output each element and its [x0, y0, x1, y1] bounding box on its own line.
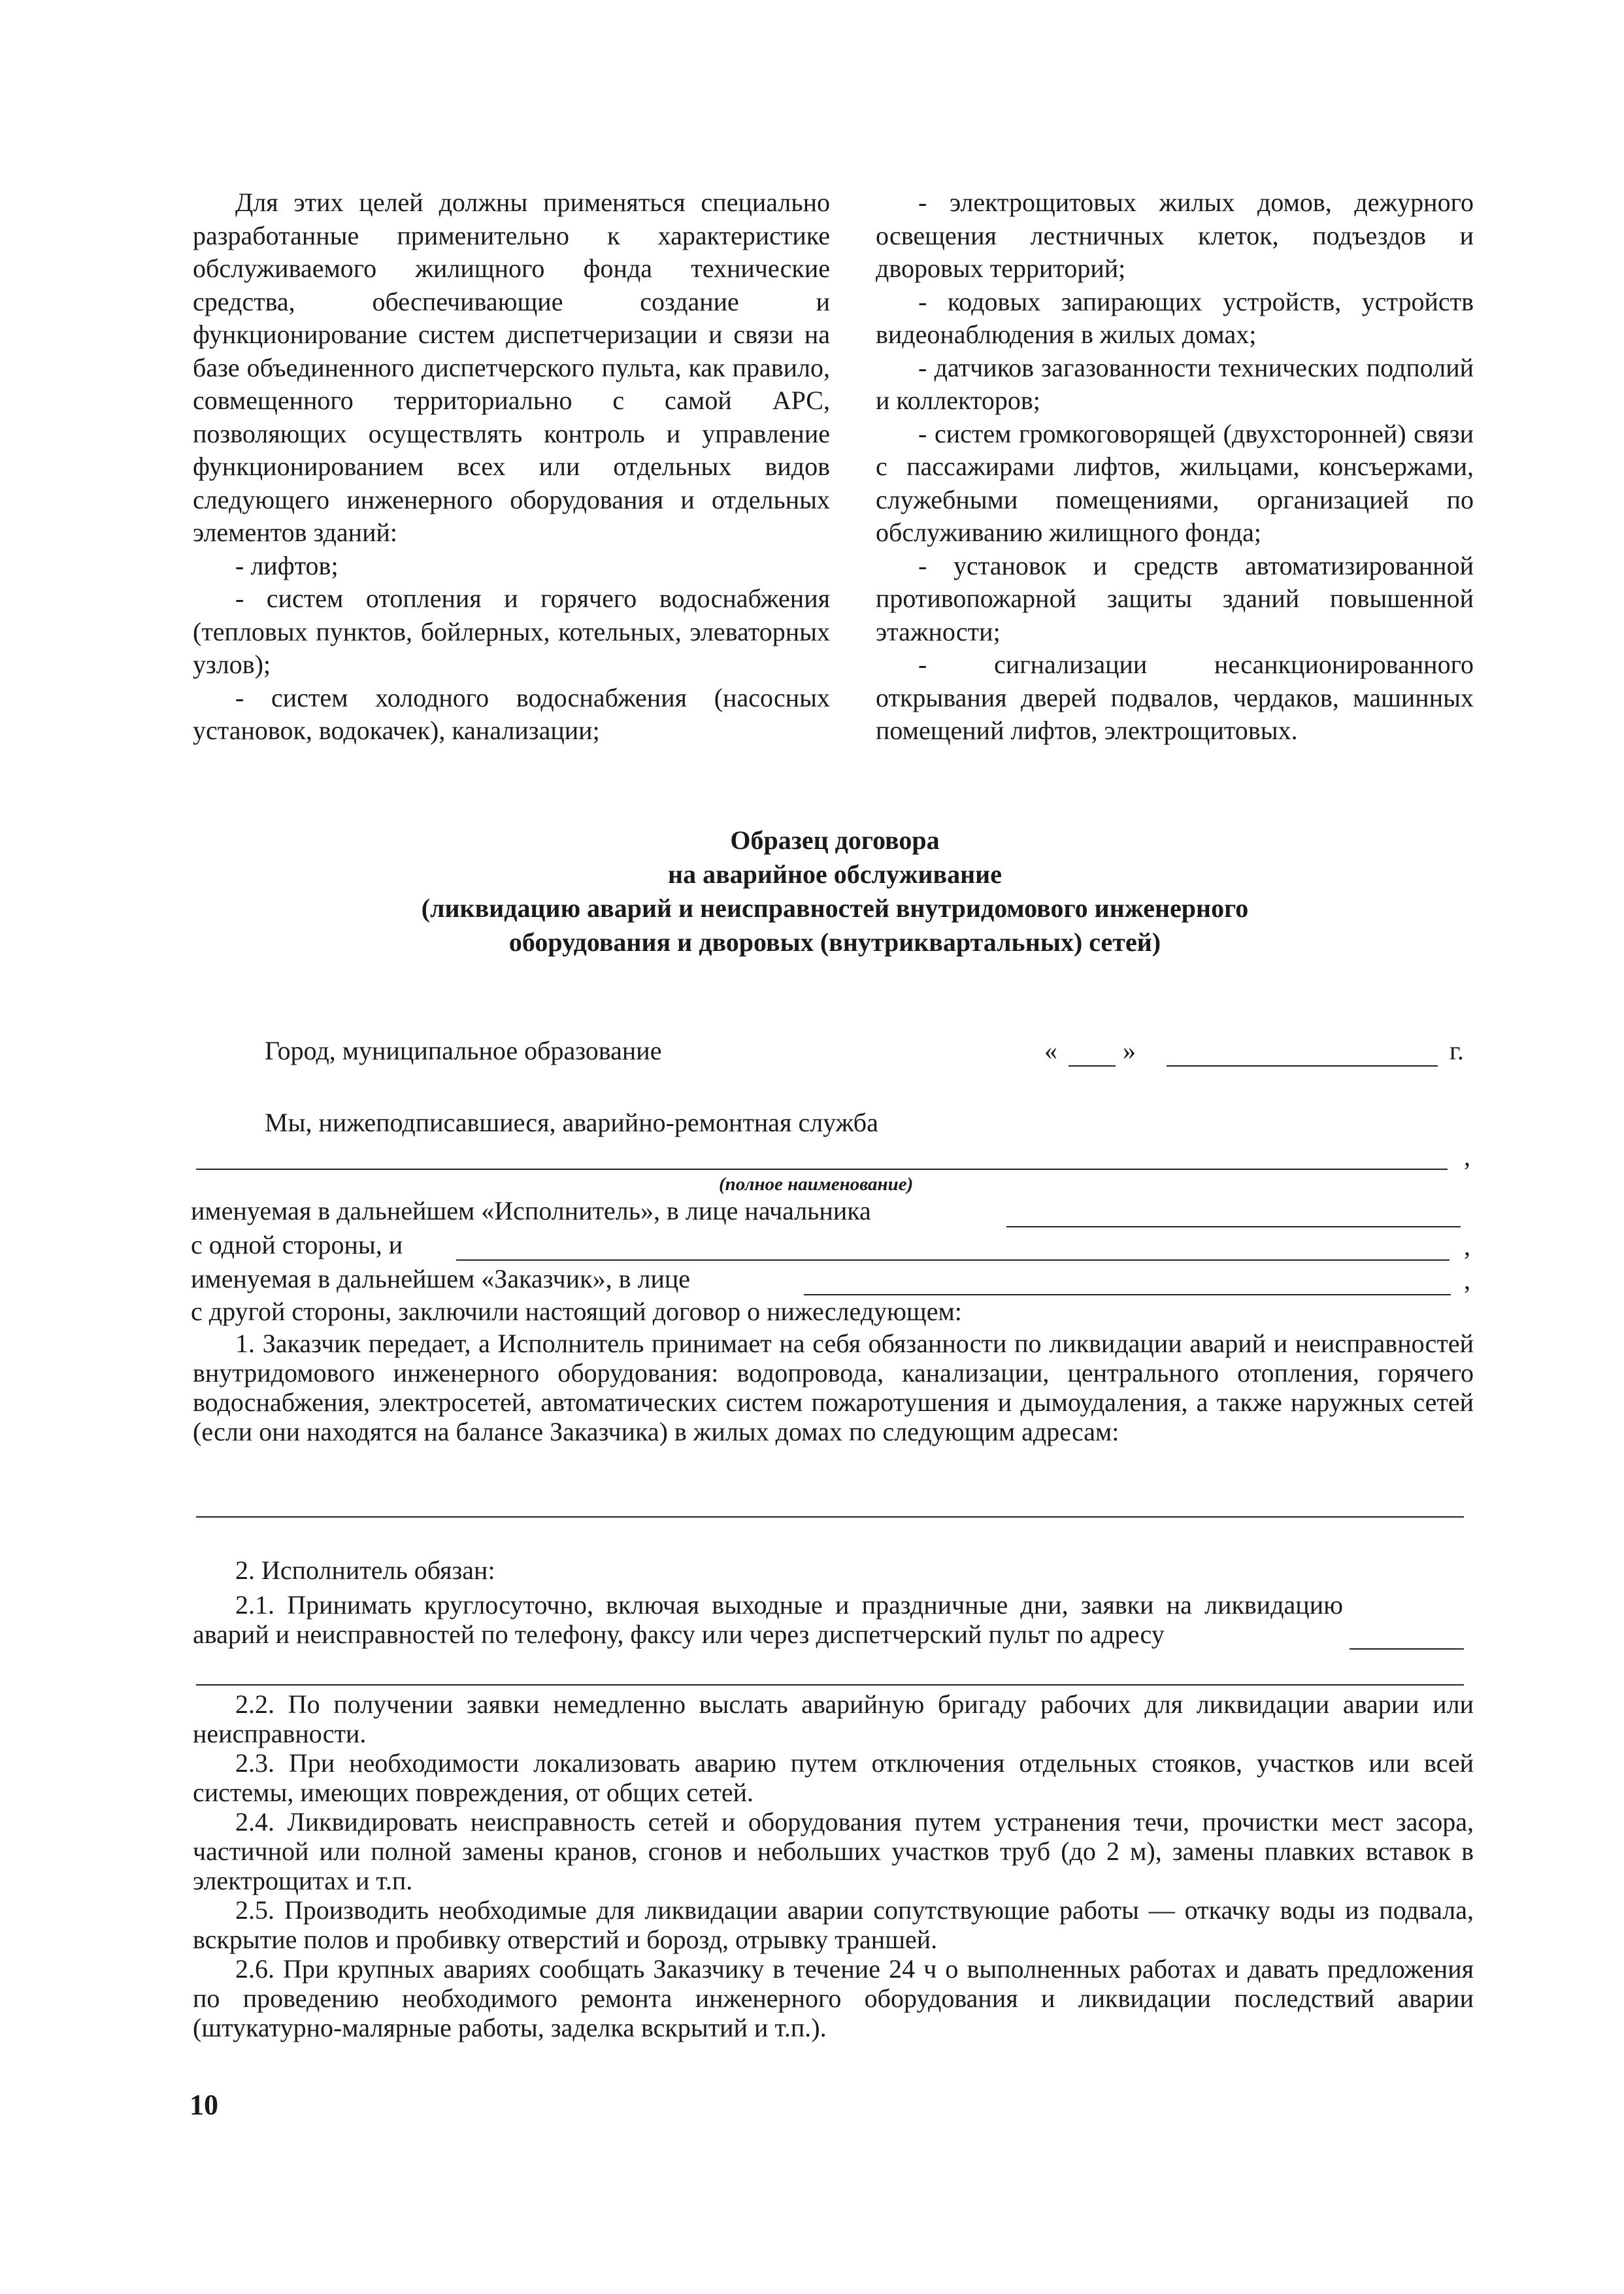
organization-name-field[interactable]	[196, 1169, 1448, 1170]
intro-right-column	[876, 186, 1474, 748]
list-item: - систем холодного водоснабжения (насосных установок, водокачек), канализации;	[193, 682, 830, 745]
list-item: - электрощитовых жилых домов, дежурного освещения лестничных клеток, подъездов и дворовых территорий;	[876, 188, 1474, 283]
title-line: на аварийное обслуживание	[668, 859, 1002, 889]
full-name-caption: (полное наименование)	[719, 1174, 914, 1195]
list-item: - систем отопления и горячего водоснабжения (тепловых пунктов, бойлерных, котельных, элеваторных узлов);	[193, 584, 830, 679]
month-year-field[interactable]	[1167, 1065, 1438, 1067]
page-number: 10	[190, 2089, 218, 2121]
one-side-text: с одной стороны, и	[191, 1230, 403, 1259]
clause-text: 1. Заказчик передает, а Исполнитель принимает на себя обязанности по ликвидации аварий и неисправностей внутридомового инженерного оборудования: водопровода, канализации, центрального отопления, горячего водоснабжения, электросетей, автоматических систем пожаротушения и дымоудаления, а также наружных сетей (если они находятся на балансе Заказчика) в жилых домах по следующим адресам:	[193, 1329, 1474, 1446]
list-item: - сигнализации несанкционированного открывания дверей подвалов, чердаков, машинных помещений лифтов, электрощитовых.	[876, 650, 1474, 745]
list-item: - систем громкоговорящей (двухсторонней) связи с пассажирами лифтов, жильцами, консъержами, служебными помещениями, организацией по обслуживанию жилищного фонда;	[876, 418, 1474, 547]
executor-text: именуемая в дальнейшем «Исполнитель», в лице начальника	[191, 1196, 871, 1225]
clause-1	[193, 1329, 1474, 1446]
addresses-field[interactable]	[196, 1516, 1464, 1518]
clause-text: 2.6. При крупных авариях сообщать Заказчику в течение 24 ч о выполненных работах и давать предложения по проведению необходимого ремонта инженерного оборудования и ликвидации последствий аварии (штукатурно-малярные работы, заделка вскрытий и т.п.).	[193, 1954, 1474, 2042]
year-suffix: г.	[1450, 1036, 1464, 1065]
clause-2	[193, 1555, 1474, 1585]
clause-text: 2.1. Принимать круглосуточно, включая выходные и праздничные дни, заявки на ликвидацию аварий и неисправностей по телефону, факсу или через диспетчерский пульт по адресу	[193, 1590, 1343, 1649]
day-field[interactable]	[1069, 1065, 1116, 1067]
list-item: - кодовых запирающих устройств, устройств видеонаблюдения в жилых домах;	[876, 286, 1474, 349]
we-signed-text: Мы, нижеподписавшиеся, аварийно-ремонтная служба	[265, 1108, 878, 1137]
list-item: - датчиков загазованности технических подполий и коллекторов;	[876, 352, 1474, 415]
customer-name-field[interactable]	[456, 1259, 1450, 1261]
list-item: - лифтов;	[235, 550, 339, 580]
intro-left-column	[193, 186, 830, 748]
clause-text: 2.5. Производить необходимые для ликвидации аварии сопутствующие работы — откачку воды из подвала, вскрытие полов и пробивку отверстий и борозд, отрывку траншей.	[193, 1895, 1474, 1954]
title-line: (ликвидацию аварий и неисправностей внутридомового инженерного	[421, 893, 1249, 923]
dispatch-address-field[interactable]	[1350, 1648, 1464, 1650]
customer-text: именуемая в дальнейшем «Заказчик», в лице	[191, 1264, 691, 1293]
list-item: - установок и средств автоматизированной противопожарной защиты зданий повышенной этажности;	[876, 550, 1474, 646]
clauses-2-2-to-2-6	[193, 1689, 1474, 2042]
quote-close: »	[1123, 1036, 1136, 1065]
comma: ,	[1464, 1265, 1470, 1295]
clause-text: 2. Исполнитель обязан:	[235, 1555, 495, 1585]
title-line: оборудования и дворовых (внутриквартальных) сетей)	[508, 927, 1161, 957]
executor-head-field[interactable]	[1006, 1226, 1461, 1227]
comma: ,	[1464, 1142, 1470, 1171]
clause-text: 2.2. По получении заявки немедленно выслать аварийную бригаду рабочих для ликвидации аварии или неисправности.	[193, 1689, 1474, 1748]
clause-2-1	[193, 1590, 1343, 1649]
intro-paragraph: Для этих целей должны применяться специально разработанные применительно к характеристике обслуживаемого жилищного фонда технические средства, обеспечивающие создание и функционирование систем диспетчеризации и связи на базе объединенного диспетчерского пульта, как правило, совмещенного территориально с самой АРС, позволяющих осуществлять контроль и управление функционированием всех или отдельных видов следующего инженерного оборудования и отдельных элементов зданий:	[193, 188, 830, 547]
title-line: Образец договора	[730, 825, 940, 855]
other-side-text: с другой стороны, заключили настоящий договор о нижеследующем:	[191, 1297, 962, 1326]
dispatch-address-field-2[interactable]	[196, 1684, 1464, 1686]
quote-open: «	[1044, 1036, 1057, 1065]
contract-title	[196, 823, 1474, 959]
comma: ,	[1464, 1231, 1470, 1261]
clause-text: 2.4. Ликвидировать неисправность сетей и оборудования путем устранения течи, прочистки мест засора, частичной или полной замены кранов, сгонов и небольших участков труб (до 2 м), замены плавких вставок в электрощитах и т.п.	[193, 1807, 1474, 1895]
clause-text: 2.3. При необходимости локализовать аварию путем отключения отдельных стояков, участков или всей системы, имеющих повреждения, от общих сетей.	[193, 1748, 1474, 1807]
city-label: Город, муниципальное образование	[265, 1036, 662, 1065]
